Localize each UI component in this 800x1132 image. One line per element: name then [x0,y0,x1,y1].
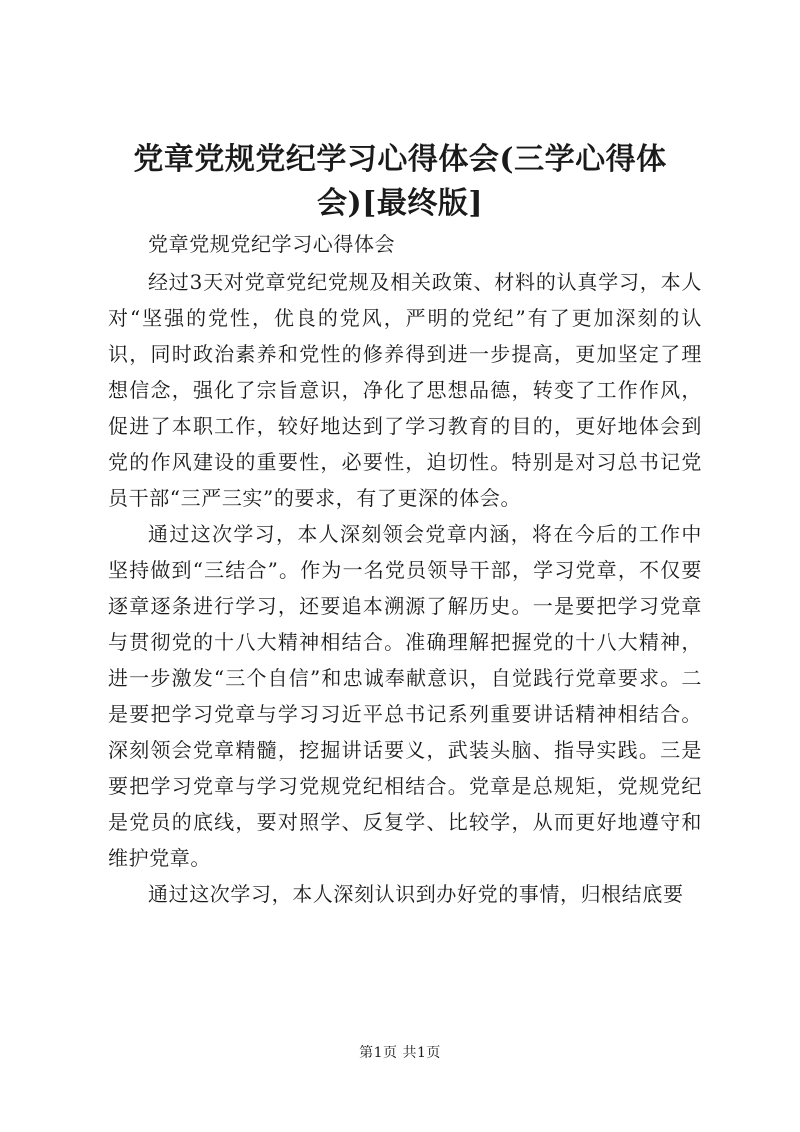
paragraph-1: 经过3天对党章党纪党规及相关政策、材料的认真学习，本人对“坚强的党性，优良的党风，严明的党纪”有了更加深刻的认识，同时政治素养和党性的修养得到进一步提高，更加坚定了理想信念，强化了宗旨意识，净化了思想品德，转变了工作作风，促进了本职工作，较好地达到了学习教育的目的，更好地体会到党的作风建设的重要性，必要性，迫切性。特别是对习总书记党员干部“三严三实”的要求，有了更深的体会。 [108,270,702,510]
title-line-1: 党章党规党纪学习心得体会(三学心得体 [133,142,667,177]
document-title [100,138,700,226]
document-subtitle: 党章党规党纪学习心得体会 [148,232,396,256]
title-line-2: 会)[最终版] [316,186,484,221]
page-footer: 第1页 共1页 [359,1045,441,1061]
paragraph-2: 通过这次学习，本人深刻领会党章内涵，将在今后的工作中坚持做到“三结合”。作为一名党员领导干部，学习党章，不仅要逐章逐条进行学习，还要追本溯源了解历史。一是要把学习党章与贯彻党的十八大精神相结合。准确理解把握党的十八大精神，进一步激发“三个自信”和忠诚奉献意识，自觉践行党章要求。二是要把学习党章与学习习近平总书记系列重要讲话精神相结合。深刻领会党章精髓，挖掘讲话要义，武装头脑、指导实践。三是要把学习党章与学习党规党纪相结合。党章是总规矩，党规党纪是党员的底线，要对照学、反复学、比较学，从而更好地遵守和维护党章。 [108,522,702,870]
document-body [108,226,702,912]
paragraph-3: 通过这次学习，本人深刻认识到办好党的事情，归根结底要 [148,882,684,906]
